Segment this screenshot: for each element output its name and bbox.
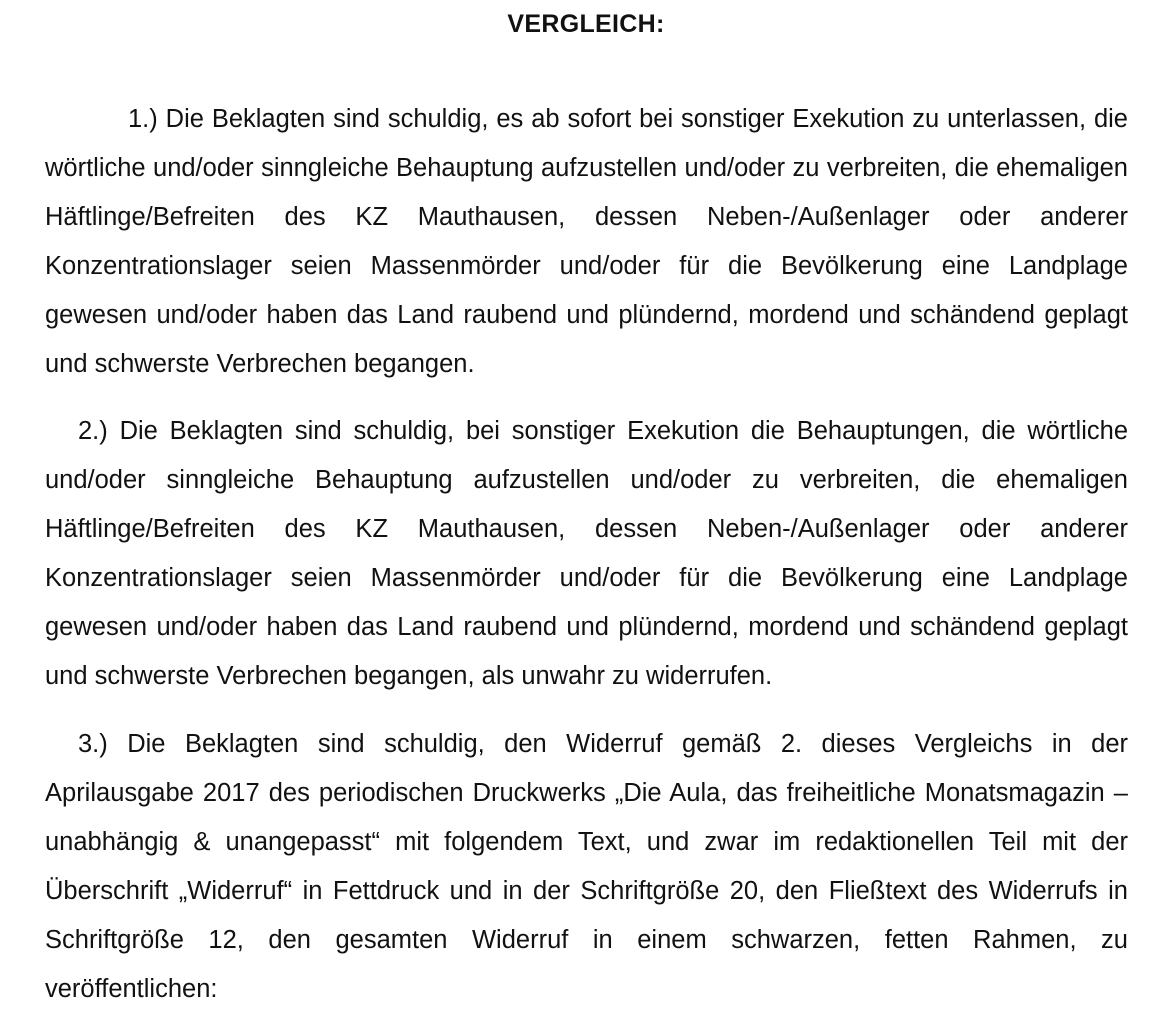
paragraph-2: 2.) Die Beklagten sind schuldig, bei sonstiger Exekution die Behauptungen, die wörtliche und/oder sinngleiche Behauptung aufzustellen und/oder zu verbreiten, die ehemaligen Häftlinge/Befreiten des KZ Mauthausen, dessen Neben-/Außenlager oder anderer Konzentrationslager seien Massenmörder und/oder für die Bevölkerung eine Landplage gewesen und/oder haben das Land raubend und plündernd, mordend und schändend geplagt und schwerste Verbrechen begangen, als unwahr zu widerrufen. — [45, 416, 1128, 690]
document-title: VERGLEICH: — [507, 10, 665, 38]
paragraph-3: 3.) Die Beklagten sind schuldig, den Widerruf gemäß 2. dieses Vergleichs in der Aprilausgabe 2017 des periodischen Druckwerks „Die Aula, das freiheitliche Monatsmagazin – unabhängig & unangepasst“ mit folgendem Text, und zwar im redaktionellen Teil mit der Überschrift „Widerruf“ in Fettdruck und in der Schriftgröße 20, den Fließtext des Widerrufs in Schriftgröße 12, den gesamten Widerruf in einem schwarzen, fetten Rahmen, zu veröffentlichen: — [45, 729, 1128, 1003]
paragraph-1: 1.) Die Beklagten sind schuldig, es ab sofort bei sonstiger Exekution zu unterlassen, die wörtliche und/oder sinngleiche Behauptung aufzustellen und/oder zu verbreiten, die ehemaligen Häftlinge/Befreiten des KZ Mauthausen, dessen Neben-/Außenlager oder anderer Konzentrationslager seien Massenmörder und/oder für die Bevölkerung eine Landplage gewesen und/oder haben das Land raubend und plündernd, mordend und schändend geplagt und schwerste Verbrechen begangen. — [45, 104, 1128, 378]
